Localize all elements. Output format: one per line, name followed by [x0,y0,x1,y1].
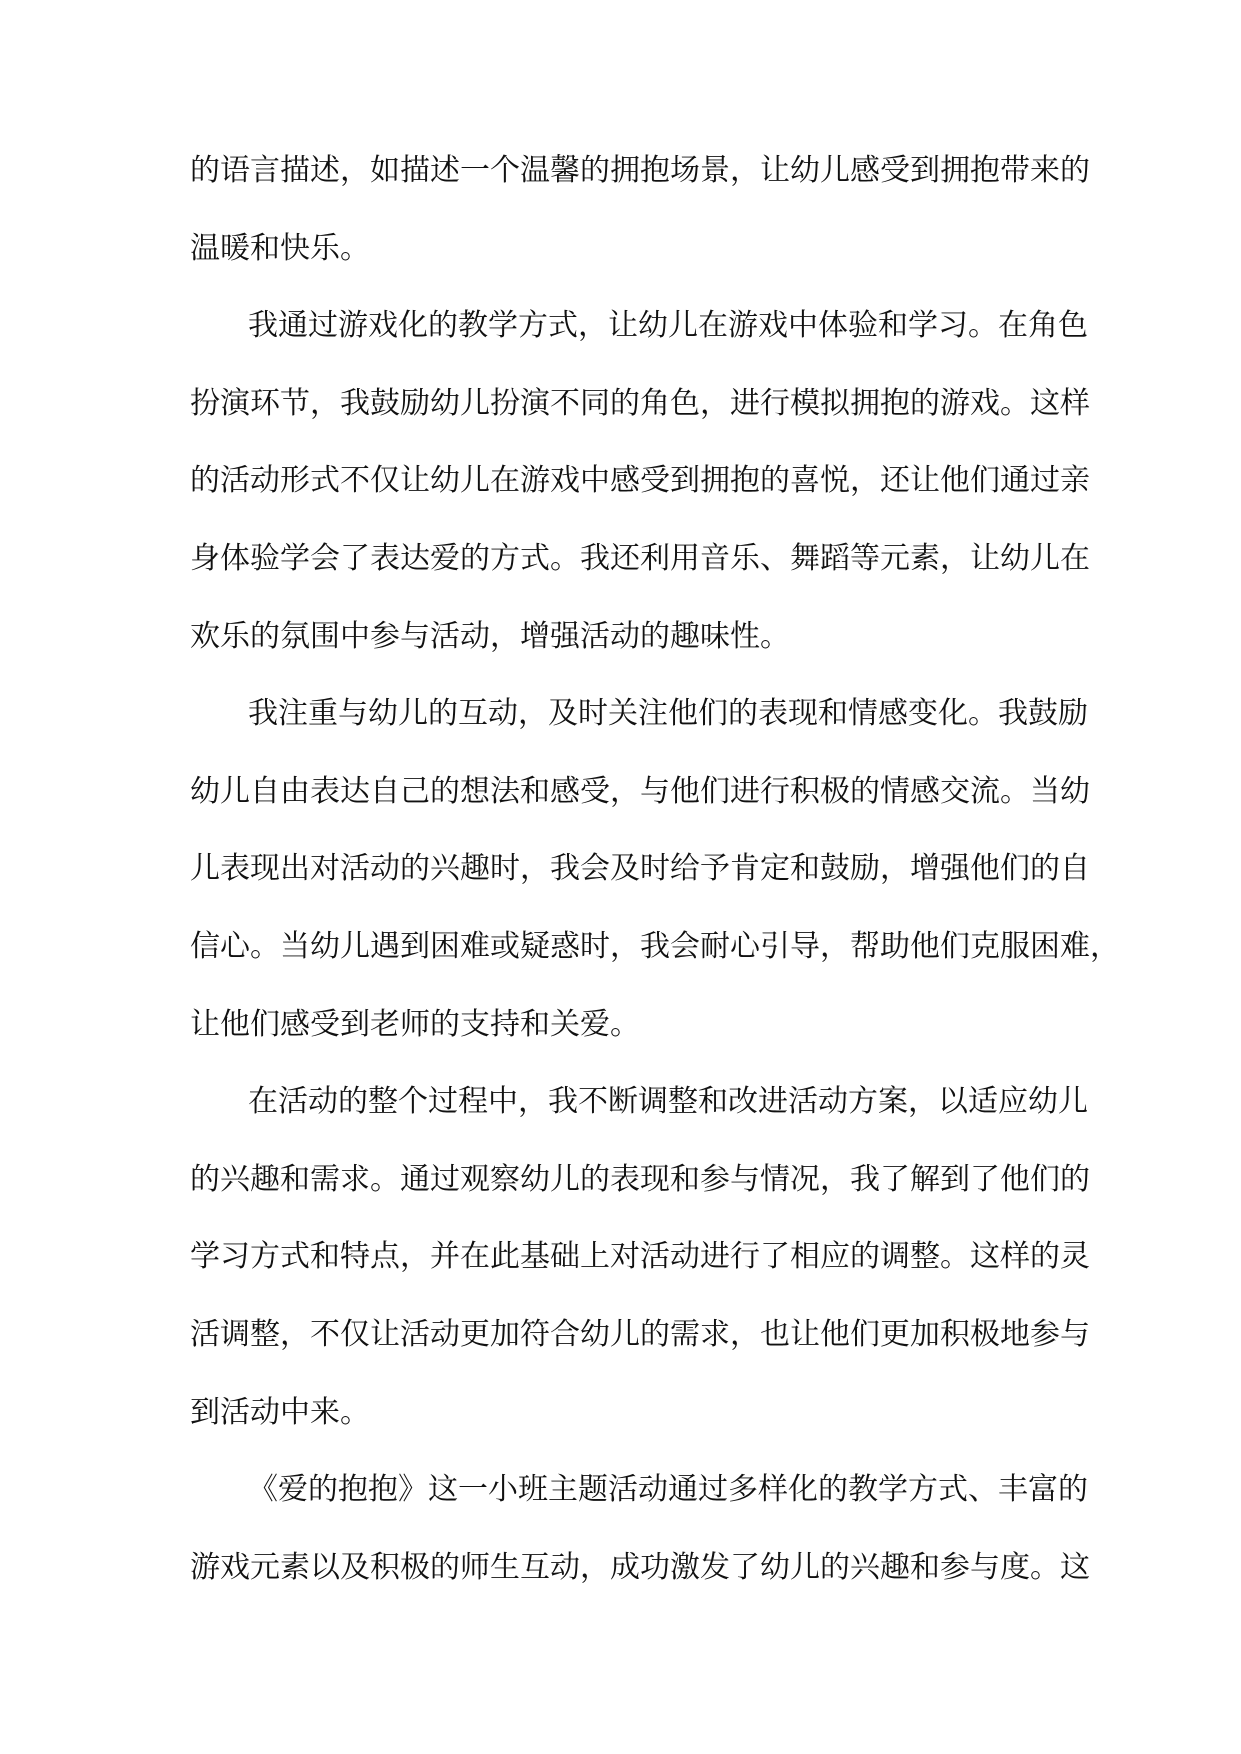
text-line: 身体验学会了表达爱的方式。我还利用音乐、舞蹈等元素，让幼儿在 [190,540,1090,576]
text-line: 到活动中来。 [190,1394,370,1430]
paragraph-first-line: 在活动的整个过程中，我不断调整和改进活动方案，以适应幼儿 [248,1084,1088,1120]
text-line: 让他们感受到老师的支持和关爱。 [190,1006,640,1042]
text-line: 信心。当幼儿遇到困难或疑惑时，我会耐心引导，帮助他们克服困难， [190,928,1120,964]
body-text [190,132,1120,1606]
text-line: 活调整，不仅让活动更加符合幼儿的需求，也让他们更加积极地参与 [190,1316,1090,1352]
text-line: 儿表现出对活动的兴趣时，我会及时给予肯定和鼓励，增强他们的自 [190,851,1090,887]
text-line: 的兴趣和需求。通过观察幼儿的表现和参与情况，我了解到了他们的 [190,1161,1090,1197]
paragraph-first-line: 《爱的抱抱》这一小班主题活动通过多样化的教学方式、丰富的 [248,1472,1088,1508]
text-line: 的语言描述，如描述一个温馨的拥抱场景，让幼儿感受到拥抱带来的 [190,153,1090,188]
text-line: 游戏元素以及积极的师生互动，成功激发了幼儿的兴趣和参与度。这 [190,1549,1090,1585]
text-line: 欢乐的氛围中参与活动，增强活动的趣味性。 [190,618,790,654]
text-line: 学习方式和特点，并在此基础上对活动进行了相应的调整。这样的灵 [190,1239,1090,1275]
text-line: 扮演环节，我鼓励幼儿扮演不同的角色，进行模拟拥抱的游戏。这样 [190,385,1090,421]
text-line: 的活动形式不仅让幼儿在游戏中感受到拥抱的喜悦，还让他们通过亲 [190,463,1090,499]
text-line: 幼儿自由表达自己的想法和感受，与他们进行积极的情感交流。当幼 [190,773,1090,809]
text-line: 温暖和快乐。 [190,230,370,266]
paragraph-first-line: 我通过游戏化的教学方式，让幼儿在游戏中体验和学习。在角色 [248,308,1088,344]
paragraph-first-line: 我注重与幼儿的互动，及时关注他们的表现和情感变化。我鼓励 [248,696,1088,732]
